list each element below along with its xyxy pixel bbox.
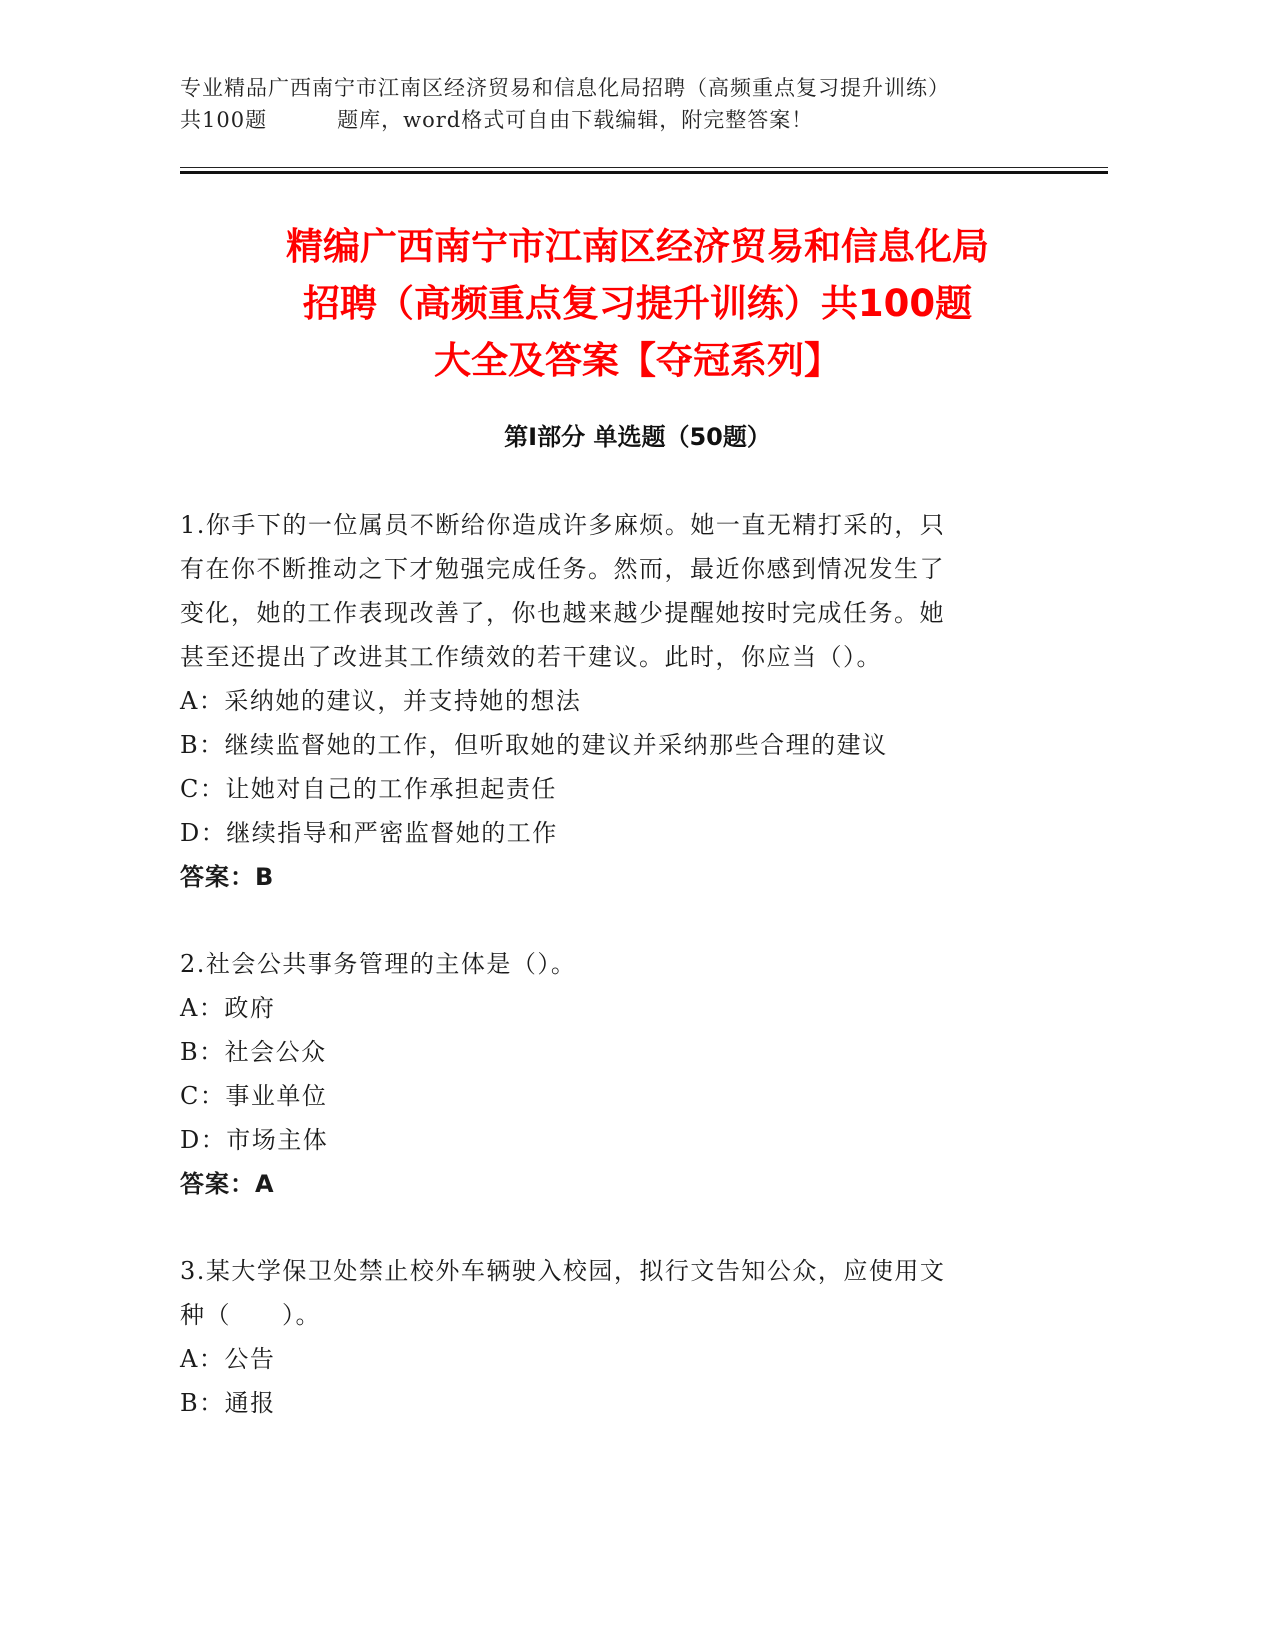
question-3 bbox=[180, 1249, 1020, 1425]
document-header-line-1: 专业精品广西南宁市江南区经济贸易和信息化局招聘（高频重点复习提升训练） bbox=[180, 76, 950, 100]
option-d: D：继续指导和严密监督她的工作 bbox=[180, 819, 558, 847]
header-divider-thin bbox=[180, 167, 1108, 168]
option-b: B：通报 bbox=[180, 1389, 276, 1417]
option-b: B：继续监督她的工作，但听取她的建议并采纳那些合理的建议 bbox=[180, 731, 888, 759]
question-stem-line: 甚至还提出了改进其工作绩效的若干建议。此时，你应当（）。 bbox=[180, 643, 882, 671]
question-1 bbox=[180, 503, 1020, 899]
question-stem-line: 变化，她的工作表现改善了，你也越来越少提醒她按时完成任务。她 bbox=[180, 599, 945, 627]
document-title-line-3: 大全及答案【夺冠系列】 bbox=[434, 339, 841, 382]
option-a: A：政府 bbox=[180, 994, 276, 1022]
question-stem-line: 有在你不断推动之下才勉强完成任务。然而，最近你感到情况发生了 bbox=[180, 555, 945, 583]
question-2 bbox=[180, 942, 1020, 1206]
option-c: C：让她对自己的工作承担起责任 bbox=[180, 775, 557, 803]
answer-label: 答案：A bbox=[180, 1170, 275, 1198]
document-title-line-1: 精编广西南宁市江南区经济贸易和信息化局 bbox=[286, 225, 989, 268]
answer-label: 答案：B bbox=[180, 863, 275, 891]
question-stem-line: 种（ ）。 bbox=[180, 1301, 321, 1329]
question-stem-line: 2.社会公共事务管理的主体是（）。 bbox=[180, 950, 577, 978]
option-a: A：公告 bbox=[180, 1345, 276, 1373]
question-stem-line: 1.你手下的一位属员不断给你造成许多麻烦。她一直无精打采的，只 bbox=[180, 511, 946, 539]
document-header-line-2 bbox=[180, 104, 1080, 136]
option-a: A：采纳她的建议，并支持她的想法 bbox=[180, 687, 582, 715]
question-list bbox=[180, 503, 1020, 1425]
document-title-line-2: 招聘（高频重点复习提升训练）共100题 bbox=[302, 282, 973, 325]
section-title: 第Ⅰ部分 单选题（50题） bbox=[504, 423, 771, 451]
question-stem-line: 3.某大学保卫处禁止校外车辆驶入校园，拟行文告知公众，应使用文 bbox=[180, 1257, 946, 1285]
option-d: D：市场主体 bbox=[180, 1126, 329, 1154]
option-c: C：事业单位 bbox=[180, 1082, 328, 1110]
header-question-count: 共100题 bbox=[180, 108, 268, 132]
header-divider-thick bbox=[180, 171, 1108, 174]
document-title bbox=[180, 218, 1095, 389]
option-b: B：社会公众 bbox=[180, 1038, 327, 1066]
header-note: 题库，word格式可自由下载编辑，附完整答案！ bbox=[337, 108, 814, 132]
